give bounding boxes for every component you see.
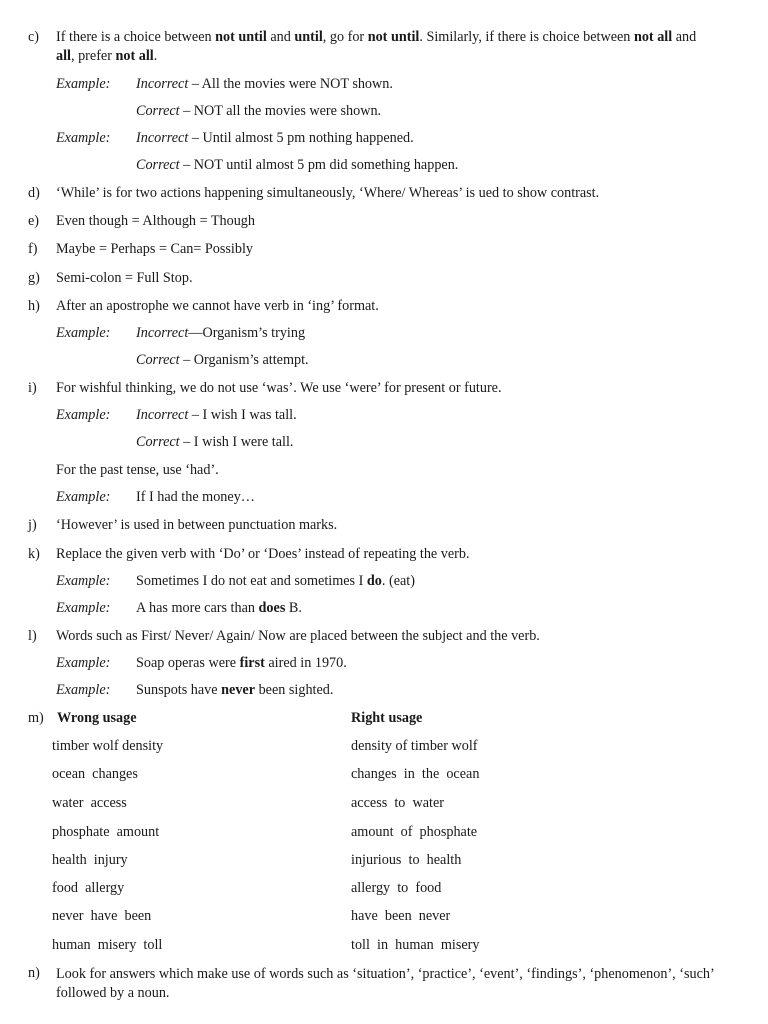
example-text: Sometimes I do not eat and sometimes I do. (eat) — [136, 573, 415, 589]
right-usage-cell: changes in the ocean — [351, 766, 480, 782]
example-label: Example: — [56, 655, 111, 671]
wrong-usage-cell: timber wolf density — [52, 738, 164, 754]
item-text: Semi-colon = Full Stop. — [56, 270, 193, 286]
example-text: Correct – I wish I were tall. — [136, 434, 294, 450]
example-text: Incorrect – I wish I was tall. — [136, 407, 297, 423]
example-label: Example: — [56, 600, 111, 616]
example-label: Example: — [56, 407, 111, 423]
example-text: Correct – NOT all the movies were shown. — [136, 103, 382, 119]
item-text: Words such as First/ Never/ Again/ Now are placed between the subject and the verb. — [56, 628, 540, 644]
example-label: Example: — [56, 489, 111, 505]
item-text: Look for answers which make use of words such as ‘situation’, ‘practice’, ‘event’, ‘findings’, ‘phenomenon’, ‘such’ followed by a noun. — [56, 966, 718, 1001]
item-label: i) — [28, 380, 37, 396]
item-text: After an apostrophe we cannot have verb in ‘ing’ format. — [56, 298, 379, 314]
example-label: Example: — [56, 325, 111, 341]
right-usage-cell: allergy to food — [351, 880, 442, 896]
right-usage-header: Right usage — [351, 710, 423, 726]
item-label: m) — [28, 710, 44, 726]
example-text: Incorrect—Organism’s trying — [136, 325, 306, 341]
item-label: k) — [28, 546, 40, 562]
example-label: Example: — [56, 682, 111, 698]
example-text: A has more cars than does B. — [136, 600, 302, 616]
example-text: Correct – NOT until almost 5 pm did something happen. — [136, 157, 459, 173]
wrong-usage-cell: food allergy — [52, 880, 125, 896]
item-text: Replace the given verb with ‘Do’ or ‘Does’ instead of repeating the verb. — [56, 546, 470, 562]
item-text: For the past tense, use ‘had’. — [56, 462, 219, 478]
right-usage-cell: have been never — [351, 908, 451, 924]
example-text: Incorrect – All the movies were NOT shown. — [136, 76, 393, 92]
wrong-usage-cell: human misery toll — [52, 937, 163, 953]
wrong-usage-cell: water access — [52, 795, 127, 811]
example-text: Soap operas were first aired in 1970. — [136, 655, 347, 671]
item-text: Maybe = Perhaps = Can= Possibly — [56, 241, 254, 257]
right-usage-cell: density of timber wolf — [351, 738, 478, 754]
item-label: h) — [28, 298, 40, 314]
item-label: l) — [28, 628, 37, 644]
wrong-usage-header: Wrong usage — [57, 710, 137, 726]
item-label: n) — [28, 965, 40, 981]
item-label: e) — [28, 213, 40, 229]
item-text: ‘While’ is for two actions happening simultaneously, ‘Where/ Whereas’ is ued to show contrast. — [56, 185, 600, 201]
wrong-usage-cell: ocean changes — [52, 766, 138, 782]
item-label: g) — [28, 270, 40, 286]
right-usage-cell: injurious to health — [351, 852, 462, 868]
item-text: For wishful thinking, we do not use ‘was’. We use ‘were’ for present or future. — [56, 380, 502, 396]
item-label: d) — [28, 185, 40, 201]
item-text: If there is a choice between not until and until, go for not until. Similarly, if there is choice between not all and — [56, 29, 697, 45]
wrong-usage-cell: health injury — [52, 852, 128, 868]
item-label: f) — [28, 241, 38, 257]
right-usage-cell: toll in human misery — [351, 937, 480, 953]
example-label: Example: — [56, 76, 111, 92]
item-label: c) — [28, 29, 40, 45]
example-text: Incorrect – Until almost 5 pm nothing happened. — [136, 130, 414, 146]
item-text: Even though = Although = Though — [56, 213, 255, 229]
wrong-usage-cell: phosphate amount — [52, 824, 160, 840]
item-label: j) — [28, 517, 37, 533]
item-text: ‘However’ is used in between punctuation marks. — [56, 517, 338, 533]
example-text: Sunspots have never been sighted. — [136, 682, 334, 698]
example-text: Correct – Organism’s attempt. — [136, 352, 309, 368]
example-label: Example: — [56, 130, 111, 146]
example-text: If I had the money… — [136, 489, 255, 505]
example-label: Example: — [56, 573, 111, 589]
item-text: all, prefer not all. — [56, 48, 158, 64]
right-usage-cell: access to water — [351, 795, 444, 811]
wrong-usage-cell: never have been — [52, 908, 152, 924]
right-usage-cell: amount of phosphate — [351, 824, 478, 840]
